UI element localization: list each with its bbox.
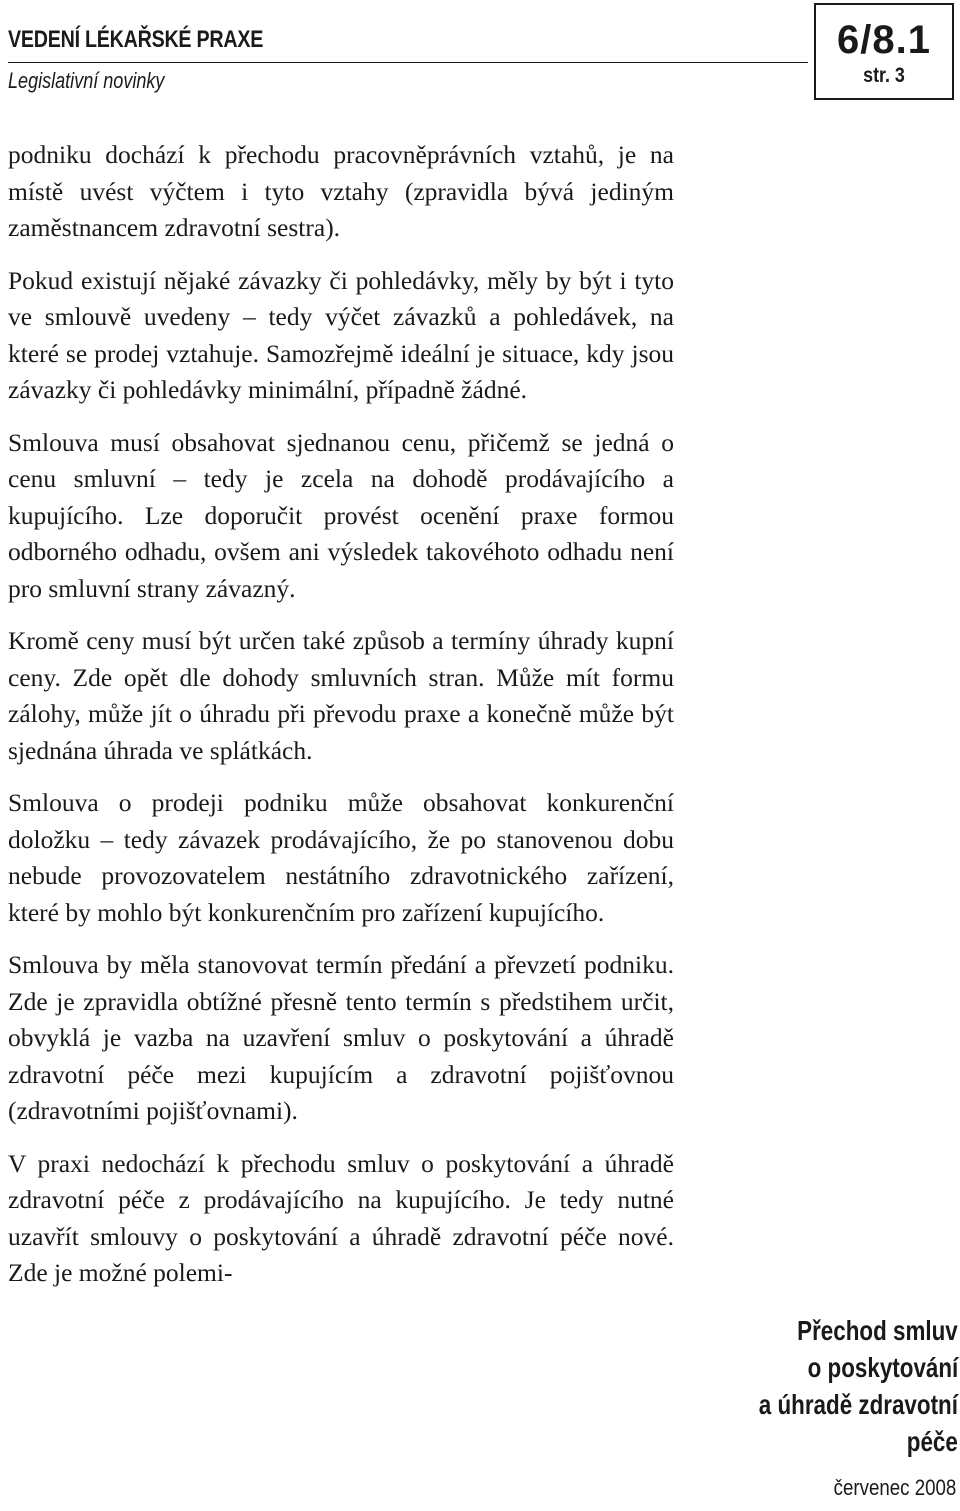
margin-heading-line: Přechod smluv xyxy=(797,1315,958,1346)
margin-heading xyxy=(700,1312,958,1460)
paragraph: Pokud existují nějaké závazky či pohledávky, měly by být i tyto ve smlouvě uvedeny – tedy výčet závazků a pohledávek, na které se prodej vztahuje. Samozřejmě ideální je situace, kdy jsou závazky či pohledávky minimální, případně žádné. xyxy=(8,265,674,404)
paragraph: Kromě ceny musí být určen také způsob a termíny úhrady kupní ceny. Zde opět dle dohody smluvních stran. Může mít formu zálohy, může jít o úhradu při převodu praxe a konečně může být sjednána úhrada ve splátkách. xyxy=(8,626,674,765)
running-header-subtitle: Legislativní novinky xyxy=(8,68,165,93)
margin-heading-line: a úhradě zdravotní xyxy=(758,1389,958,1420)
margin-heading-line: péče xyxy=(906,1426,958,1457)
issue-date: červenec 2008 xyxy=(833,1475,956,1500)
paragraph: V praxi nedochází k přechodu smluv o poskytování a úhradě zdravotní péče z prodávajícího na kupujícího. Je tedy nutné uzavřít smlouvy o poskytování a úhradě zdravotní péče nové. Zde je možné polemi- xyxy=(8,1148,674,1287)
header-divider xyxy=(8,62,808,63)
running-header-title: VEDENÍ LÉKAŘSKÉ PRAXE xyxy=(8,26,264,53)
margin-heading-line: o poskytování xyxy=(807,1352,958,1383)
paragraph: Smlouva musí obsahovat sjednanou cenu, přičemž se jedná o cenu smluvní – tedy je zcela na dohodě prodávajícího a kupujícího. Lze doporučit provést ocenění praxe formou odborného odhadu, ovšem ani výsledek takovéhoto odhadu není pro smluvní strany závazný. xyxy=(8,427,674,603)
section-number-box xyxy=(814,3,954,100)
paragraph: Smlouva o prodeji podniku může obsahovat konkurenční doložku – tedy závazek prodávajícího, že po stanovenou dobu nebude provozovatelem nestátního zdravotnického zařízení, které by mohlo být konkurenčním pro zařízení kupujícího. xyxy=(8,788,674,927)
page-number: str. 3 xyxy=(863,64,905,87)
section-number: 6/8.1 xyxy=(837,18,931,62)
paragraph: Smlouva by měla stanovovat termín předání a převzetí podniku. Zde je zpravidla obtížné přesně tento termín s předstihem určit, obvyklá je vazba na uzavření smluv o poskytování a úhradě zdravotní péče mezi kupujícím a zdravotní pojišťovnou (zdravotními pojišťovnami). xyxy=(8,950,674,1125)
paragraph: podniku dochází k přechodu pracovněprávních vztahů, je na místě uvést výčtem i tyto vztahy (zpravidla bývá jediným zaměstnancem zdravotní sestra). xyxy=(8,140,674,242)
article-body xyxy=(8,137,674,1308)
